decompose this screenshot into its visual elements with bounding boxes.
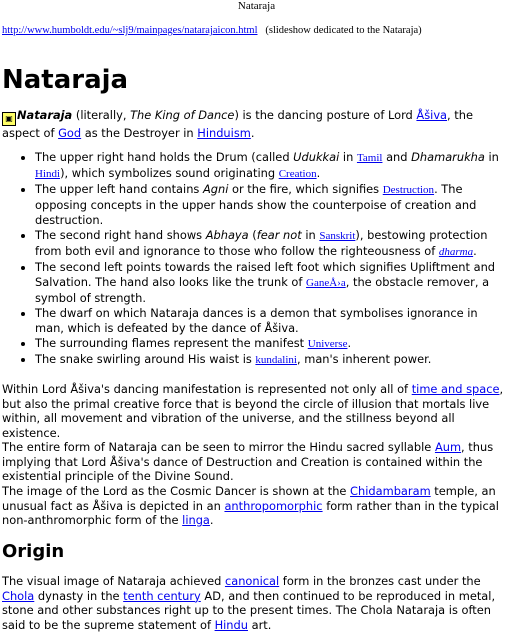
- link-dharma[interactable]: dharma: [438, 246, 474, 258]
- para-text: The entire form of Nataraja can be seen to mirror the Hindu sacred syllable: [2, 440, 435, 454]
- link-anthropomorphic[interactable]: anthropomorphic: [224, 498, 323, 513]
- item-text: The upper left hand contains: [35, 182, 203, 196]
- item-text: .: [316, 166, 321, 180]
- intro-text: , the aspect of: [2, 108, 473, 140]
- item-text: or the fire, which signifies: [228, 182, 383, 196]
- para-text: temple, an unusual fact as Åšiva is depicted in an: [2, 484, 496, 513]
- list-item: [35, 182, 510, 228]
- link-tenth-century[interactable]: tenth century: [123, 588, 201, 603]
- link-linga[interactable]: linga: [182, 513, 210, 527]
- source-url-link[interactable]: http://www.humboldt.edu/~slj9/mainpages/natarajaicon.html: [2, 25, 258, 36]
- para-text: The image of the Lord as the Cosmic Dancer is shown at the: [2, 484, 351, 498]
- para-text: dynasty in the: [34, 588, 124, 603]
- link-tamil[interactable]: Tamil: [356, 152, 383, 164]
- page-title: Nataraja: [2, 65, 129, 95]
- item-text: . The opposing concepts in the upper hands show the counterpoise of creation and destruction.: [35, 182, 477, 227]
- section-heading-origin: Origin: [2, 541, 65, 562]
- item-italic: Abhaya: [205, 228, 249, 242]
- link-god[interactable]: God: [58, 126, 82, 140]
- para-text: .: [209, 513, 214, 527]
- link-hinduism[interactable]: Hinduism: [197, 126, 251, 140]
- item-italic: Agni: [202, 182, 229, 196]
- para-text: art.: [247, 617, 272, 632]
- link-destruction[interactable]: Destruction: [382, 184, 435, 196]
- item-text: in: [484, 150, 499, 164]
- item-text: , man's inherent power.: [296, 352, 432, 366]
- list-item: [35, 336, 510, 352]
- image-icon[interactable]: ▣: [2, 112, 16, 126]
- link-chidambaram[interactable]: Chidambaram: [350, 484, 431, 498]
- list-item: [35, 352, 510, 368]
- item-text: The second left points towards the raised left foot which signifies Upliftment and Salvation. The hand also looks like the trunk of: [35, 260, 496, 289]
- intro-text: .: [250, 126, 255, 140]
- para-text: form in the bronzes cast under the: [279, 574, 481, 588]
- link-universe[interactable]: Universe: [307, 338, 348, 350]
- item-text: and: [382, 150, 412, 164]
- item-text: The surrounding flames represent the manifest: [35, 336, 308, 350]
- item-text: .: [347, 336, 352, 350]
- item-italic: Dhamarukha: [411, 150, 485, 164]
- link-creation[interactable]: Creation: [278, 168, 317, 180]
- list-item: [35, 150, 510, 182]
- window-title: Nataraja: [237, 0, 276, 12]
- item-italic: fear not: [256, 228, 302, 242]
- link-kundalini[interactable]: kundalini: [255, 354, 297, 366]
- source-note: (slideshow dedicated to the Nataraja): [265, 25, 422, 36]
- list-item: [35, 260, 510, 306]
- paragraph-time-space: [2, 382, 510, 440]
- symbolism-list: [2, 150, 510, 368]
- item-text: The dwarf on which Nataraja dances is a demon that symbolises ignorance in man, which is defeated by the dance of Åšiva.: [35, 306, 478, 335]
- link-aum[interactable]: Aum: [434, 440, 462, 454]
- item-text: .: [473, 244, 477, 258]
- link-hindi[interactable]: Hindi: [35, 168, 61, 180]
- item-text: The upper right hand holds the Drum (called: [35, 150, 294, 164]
- item-text: , the obstacle remover, a symbol of strength.: [35, 275, 490, 305]
- item-text: The snake swirling around His waist is: [35, 352, 256, 366]
- list-item: [35, 306, 510, 336]
- link-ganesa[interactable]: GaneÅ›a: [306, 277, 346, 289]
- intro-term: Nataraja: [17, 108, 73, 122]
- para-text: , thus implying that Lord Åšiva's dance of Destruction and Creation is contained within the existential principle of the Divine Sound.: [2, 440, 494, 483]
- intro-literal: The King of Dance: [130, 108, 235, 122]
- intro-text: as the Destroyer in: [81, 126, 198, 140]
- item-text: in: [339, 150, 357, 164]
- item-italic: Udukkai: [293, 150, 340, 164]
- paragraph-aum: [2, 440, 510, 484]
- paragraph-chidambaram: [2, 484, 510, 528]
- para-text: form rather than in the typical non-anthromorphic form of the: [2, 498, 499, 527]
- item-text: The second right hand shows: [35, 228, 206, 242]
- intro-text: ) is the dancing posture of Lord: [234, 108, 417, 122]
- para-text: Within Lord Åšiva's dancing manifestation is represented not only all of: [2, 382, 412, 396]
- para-text: The visual image of Nataraja achieved: [2, 574, 225, 588]
- intro-paragraph: [2, 108, 507, 141]
- item-text: ), bestowing protection from both evil and ignorance to those who follow the righteousness of: [35, 228, 488, 258]
- link-hindu[interactable]: Hindu: [214, 617, 248, 632]
- link-time-and-space[interactable]: time and space: [411, 382, 500, 396]
- item-text: ), which symbolizes sound originating: [60, 166, 279, 180]
- link-siva[interactable]: Åšiva: [416, 108, 448, 122]
- para-text: AD, and then continued to be reproduced in metal, stone and other substances right up to the present times. The Chola Nataraja is often said to be the supreme statement of: [2, 588, 496, 632]
- item-text: (: [248, 228, 257, 242]
- paragraph-origin: [2, 574, 510, 632]
- item-text: in: [301, 228, 320, 242]
- source-line: [2, 24, 422, 37]
- para-text: , but also the primal creative force that is beyond the circle of illusion that mortals live within, all movement and vibration of the universe, and the stillness beyond all existence.: [2, 382, 504, 440]
- link-canonical[interactable]: canonical: [224, 574, 280, 588]
- intro-text: (literally,: [72, 108, 131, 122]
- link-chola[interactable]: Chola: [2, 588, 35, 603]
- list-item: [35, 228, 510, 260]
- link-sanskrit[interactable]: Sanskrit: [319, 230, 356, 242]
